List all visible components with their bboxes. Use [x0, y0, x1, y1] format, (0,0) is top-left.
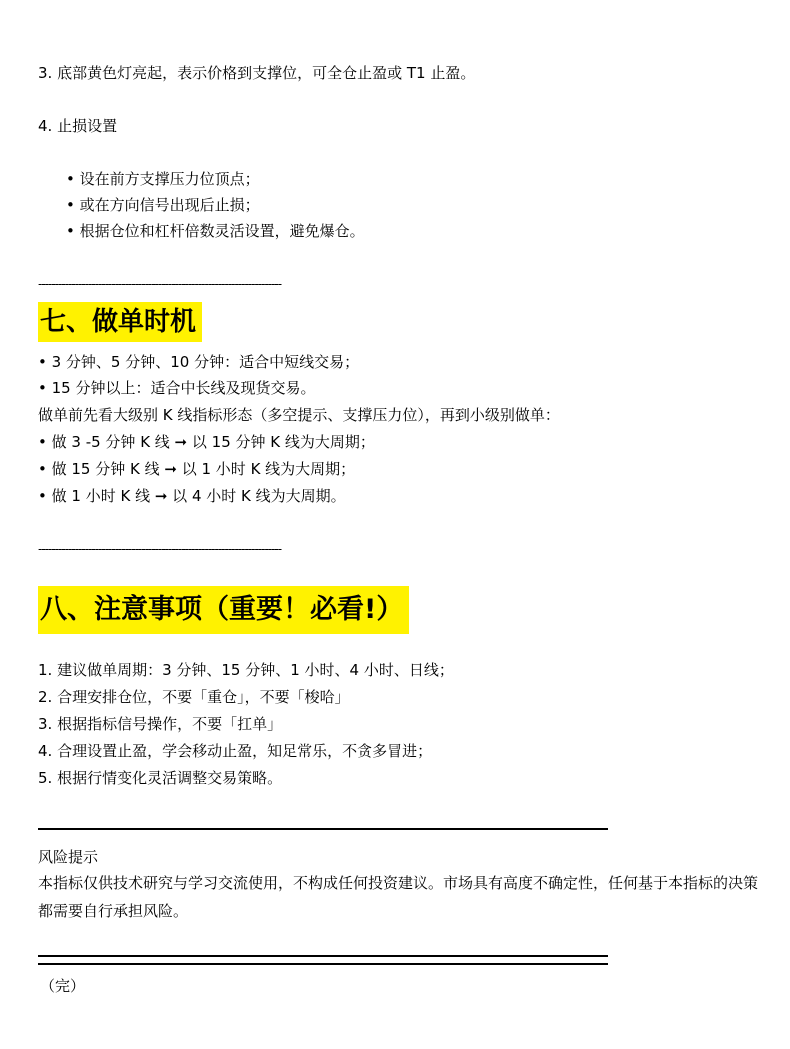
stoploss-bullet: • 设在前方支撑压力位顶点；	[66, 170, 260, 188]
dashed-separator: -------------------------------------------------------------------------	[38, 543, 282, 555]
section-7-line: • 做 3 -5 分钟 K 线 ➞ 以 15 分钟 K 线为大周期；	[38, 433, 375, 451]
list-item-4: 4. 止损设置	[38, 117, 118, 135]
section-8-item: 2. 合理安排仓位，不要「重仓」，不要「梭哈」	[38, 688, 350, 706]
risk-text: 本指标仅供技术研究与学习交流使用，不构成任何投资建议。市场具有高度不确定性，任何基于本指标的决策都需要自行承担风险。	[38, 874, 759, 920]
dashed-separator: -------------------------------------------------------------------------	[38, 278, 282, 290]
section-7-heading: 七、做单时机	[38, 302, 202, 342]
list-item-3: 3. 底部黄色灯亮起，表示价格到支撑位，可全仓止盈或 T1 止盈。	[38, 64, 476, 82]
section-8-heading: 八、注意事项（重要！必看!）	[38, 586, 409, 634]
double-separator	[38, 955, 608, 965]
underscore-separator	[38, 828, 608, 830]
section-7-line: • 3 分钟、5 分钟、10 分钟：适合中短线交易；	[38, 353, 360, 371]
section-8-item: 5. 根据行情变化灵活调整交易策略。	[38, 769, 283, 787]
section-8-item: 4. 合理设置止盈，学会移动止盈，知足常乐，不贪多冒进；	[38, 742, 433, 760]
section-7-line: • 做 15 分钟 K 线 ➞ 以 1 小时 K 线为大周期；	[38, 460, 356, 478]
section-7-line: 做单前先看大级别 K 线指标形态（多空提示、支撑压力位），再到小级别做单：	[38, 406, 560, 424]
stoploss-bullet: • 根据仓位和杠杆倍数灵活设置，避免爆仓。	[66, 222, 365, 240]
risk-title: 风险提示	[38, 848, 99, 866]
section-7-line: • 做 1 小时 K 线 ➞ 以 4 小时 K 线为大周期。	[38, 487, 346, 505]
end-marker: （完）	[40, 977, 86, 995]
section-8-item: 3. 根据指标信号操作，不要「扛单」	[38, 715, 283, 733]
section-8-item: 1. 建议做单周期：3 分钟、15 分钟、1 小时、4 小时、日线；	[38, 661, 454, 679]
stoploss-bullet: • 或在方向信号出现后止损；	[66, 196, 260, 214]
section-7-line: • 15 分钟以上：适合中长线及现货交易。	[38, 379, 316, 397]
